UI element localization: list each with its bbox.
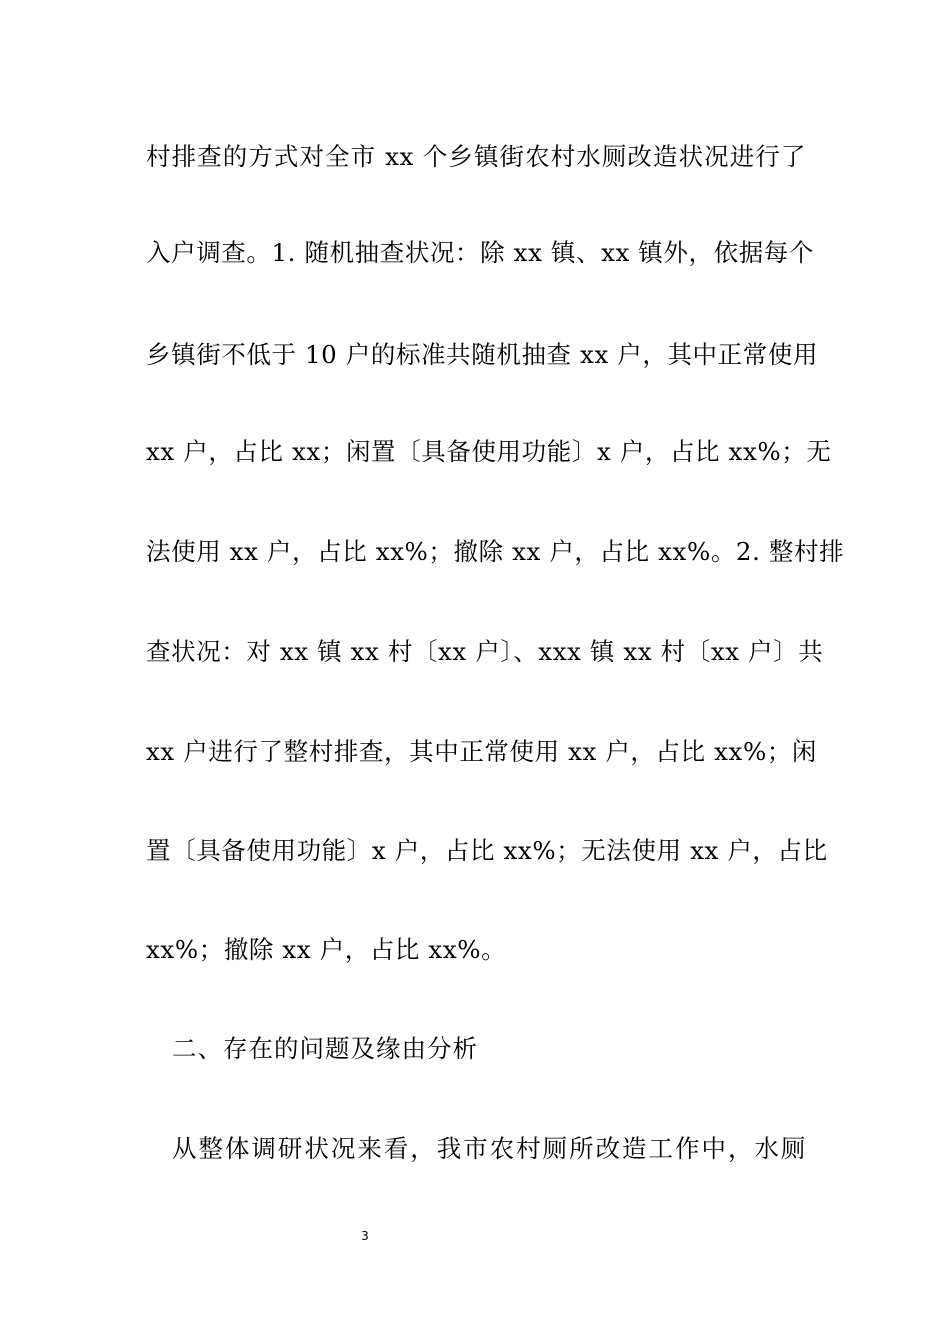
body-line-1: 村排查的方式对全市 xx 个乡镇街农村水厕改造状况进行了	[146, 142, 806, 171]
paragraph-first-line: 从整体调研状况来看，我市农村厕所改造工作中，水厕	[172, 1134, 806, 1163]
page-number: 3	[361, 1229, 369, 1243]
body-line-6: 查状况：对 xx 镇 xx 村〔xx 户〕、xxx 镇 xx 村〔xx 户〕共	[146, 637, 824, 666]
body-line-7: xx 户进行了整村排查，其中正常使用 xx 户，占比 xx%；闲	[146, 737, 818, 766]
body-line-4: xx 户，占比 xx；闲置〔具备使用功能〕x 户，占比 xx%；无	[146, 437, 832, 466]
body-line-3: 乡镇街不低于 10 户的标准共随机抽查 xx 户，其中正常使用	[146, 340, 819, 369]
body-line-2: 入户调查。1. 随机抽查状况：除 xx 镇、xx 镇外，依据每个	[146, 238, 814, 267]
body-line-8: 置〔具备使用功能〕x 户，占比 xx%；无法使用 xx 户，占比	[146, 836, 828, 865]
section-heading: 二、存在的问题及缘由分析	[172, 1034, 478, 1063]
body-line-9: xx%；撤除 xx 户，占比 xx%。	[146, 935, 507, 964]
body-line-5: 法使用 xx 户，占比 xx%；撤除 xx 户，占比 xx%。2. 整村排	[146, 537, 845, 566]
